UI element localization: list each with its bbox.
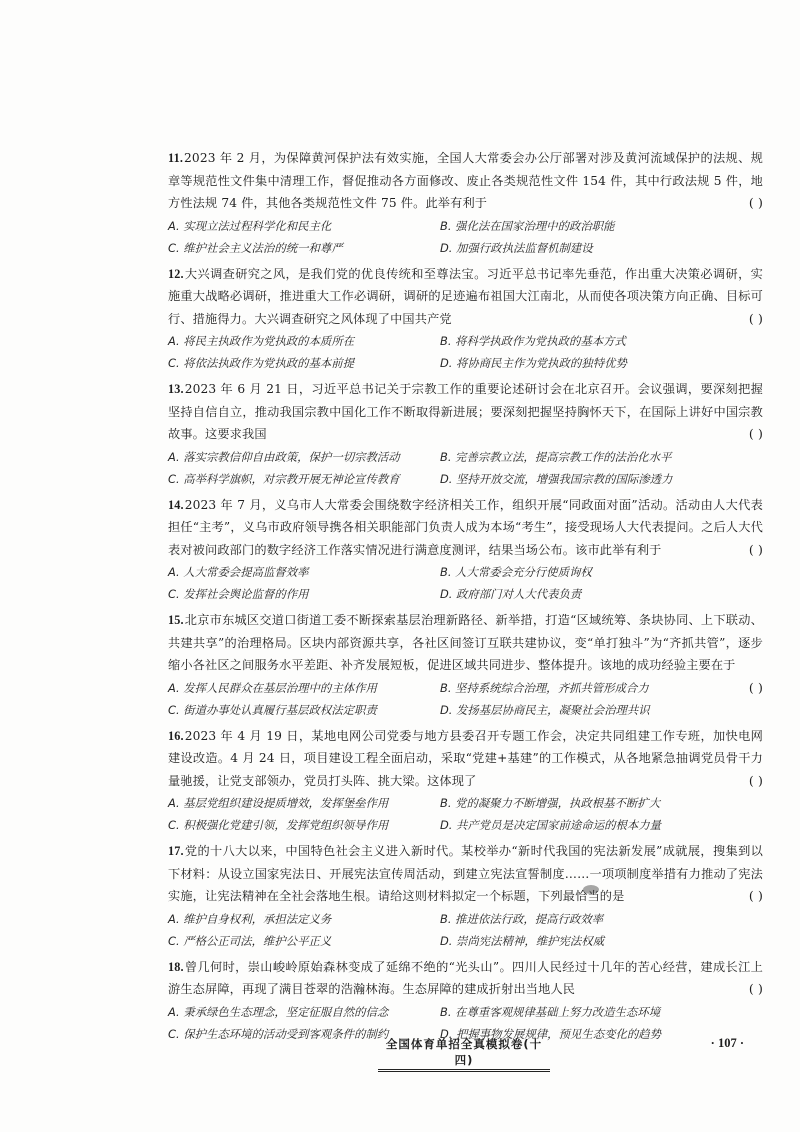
question-stem: [168, 494, 763, 562]
footer-title: 全国体育单招全真模拟卷(十四): [378, 1036, 550, 1072]
option-d: D. 坚持开放交流，增强我国宗教的国际渗透力: [440, 471, 673, 486]
option-b: B. 在尊重客观规律基础上努力改造生态环境: [440, 1004, 661, 1019]
answer-blank: ( ): [748, 772, 763, 788]
option-b: B. 完善宗教立法，提高宗教工作的法治化水平: [440, 449, 672, 464]
question-stem: [168, 956, 763, 1001]
question-11: [168, 147, 763, 259]
question-text: 2023 年 7 月，义乌市人大常委会围绕数字经济相关工作，组织开展“同政面对面”活动。活动由人大代表担任“主考”，义乌市政府领导携各相关职能部门负责人成为本场“考生”，接受现场人大代表提问。之后人大代表对被问政部门的数字经济工作落实情况进行满意度测评，结果当场公布。该市此举有利于: [168, 497, 763, 557]
option-c: C. 将依法执政作为党执政的基本前提: [168, 356, 355, 370]
question-stem: [168, 263, 763, 331]
option-a: A. 维护自身权利，承担法定义务: [168, 911, 332, 926]
question-stem: [168, 840, 763, 908]
answer-blank: ( ): [748, 195, 763, 210]
option-d: D. 把握事物发展规律，预见生态变化的趋势: [440, 1026, 662, 1041]
question-text: 曾几何时，崇山峻岭原始森林变成了延绵不绝的“光头山”。四川人民经过十几年的苦心经营，建成长江上游生态屏障，再现了满目苍翠的浩瀚林海。生态屏障的建成折射出当地人民: [168, 959, 763, 996]
question-number: 11.: [168, 151, 184, 165]
answer-blank: ( ): [748, 541, 763, 557]
option-d: D. 共产党员是决定国家前途命运的根本力量: [440, 818, 662, 832]
question-text: 党的十八大以来，中国特色社会主义进入新时代。某校举办“新时代我国的宪法新发展”成就展，搜集到以下材料：从设立国家宪法日、开展宪法宣传周活动，到建立宪法宣誓制度……一项项制度举措有力推动了宪法实施，让宪法精神在全社会落地生根。请给这则材料拟定一个标题，下列最恰当的是: [168, 844, 763, 903]
option-b: B. 坚持系统综合治理，齐抓共管形成合力: [440, 680, 649, 695]
option-b: B. 党的凝聚力不断增强，执政根基不断扩大: [440, 796, 661, 810]
option-c: C. 高举科学旗帜，对宗教开展无神论宣传教育: [168, 471, 400, 486]
question-text: 2023 年 4 月 19 日，某地电网公司党委与地方县委召开专题工作会，决定共同组建工作专班，加快电网建设改造。4 月 24 日，项目建设工程全面启动，采取“党建+基建”的工作模式，从各地紧急抽调党员骨干力量驰援，让党支部领办，党员打头阵、挑大梁。这体现了: [168, 728, 763, 788]
option-c: C. 积极强化党建引领，发挥党组织领导作用: [168, 818, 389, 832]
option-c: C. 保护生态环境的活动受到客观条件的制约: [168, 1026, 389, 1041]
question-17: [168, 840, 763, 952]
option-b: B. 将科学执政作为党执政的基本方式: [440, 334, 626, 348]
option-d: D. 政府部门对人大代表负责: [440, 587, 582, 601]
question-13: [168, 378, 763, 490]
options-grid: [168, 908, 763, 952]
question-text: 北京市东城区交道口街道工委不断探索基层治理新路径、新举措，打造“区域统筹、条块协同、上下联动、共建共享”的治理格局。区块内部资源共享，各社区间签订互联共建协议，变“单打独斗”为“齐抓共管”，逐步缩小各社区之间服务水平差距、补齐发展短板，促进区域共同进步、整体提升。该地的成功经验主要在于: [168, 613, 763, 672]
options-grid: [168, 215, 763, 259]
options-grid: [168, 446, 763, 490]
question-text: 2023 年 2 月，为保障黄河保护法有效实施，全国人大常委会办公厅部署对涉及黄河流域保护的法规、规章等规范性文件集中清理工作，督促推动各方面修改、废止各类规范性文件 154 件，其中行政法规 5 件，地方性法规 74 件，其他各类规范性文件 75 件。此举有利于: [168, 151, 763, 210]
option-d: D. 加强行政执法监督机制建设: [440, 240, 593, 255]
answer-blank: ( ): [748, 310, 763, 326]
question-text: 2023 年 6 月 21 日，习近平总书记关于宗教工作的重要论述研讨会在北京召开。会议强调，要深刻把握坚持自信自立，推动我国宗教中国化工作不断取得新进展；要深刻把握坚持胸怀天下，在国际上讲好中国宗教故事。这要求我国: [168, 382, 763, 441]
option-a: A. 基层党组织建设提质增效，发挥堡垒作用: [168, 796, 389, 810]
question-stem: [168, 147, 763, 215]
question-number: 16.: [168, 728, 184, 743]
answer-blank: ( ): [748, 981, 763, 996]
question-number: 17.: [168, 844, 184, 858]
option-a: A. 秉承绿色生态理念，坚定征服自然的信念: [168, 1004, 389, 1019]
option-b: B. 强化法在国家治理中的政治职能: [440, 218, 615, 233]
question-18: [168, 956, 763, 1045]
option-a: A. 实现立法过程科学化和民主化: [168, 218, 332, 233]
question-12: [168, 263, 763, 375]
question-text: 大兴调查研究之风，是我们党的优良传统和至尊法宝。习近平总书记率先垂范，作出重大决策必调研，实施重大战略必调研，推进重大工作必调研，调研的足迹遍布祖国大江南北，从而使各项决策方向正确、目标可行、措施得力。大兴调查研究之风体现了中国共产党: [168, 266, 763, 326]
page-number: · 107 ·: [710, 1036, 744, 1050]
option-a: A. 将民主执政作为党执政的本质所在: [168, 334, 355, 348]
option-d: D. 发扬基层协商民主，凝聚社会治理共识: [440, 702, 650, 717]
answer-blank: ( ): [748, 679, 763, 695]
question-number: 15.: [168, 613, 184, 627]
question-16: [168, 725, 763, 837]
option-a: A. 人大常委会提高监督效率: [168, 565, 309, 579]
question-14: [168, 494, 763, 606]
question-number: 13.: [168, 382, 184, 396]
question-15: [168, 609, 763, 721]
option-d: D. 将协商民主作为党执政的独特优势: [440, 356, 627, 370]
options-grid: [168, 677, 717, 721]
options-grid: [168, 561, 763, 605]
option-b: B. 人大常委会充分行使质询权: [440, 565, 592, 579]
option-b: B. 推进依法行政，提高行政效率: [440, 911, 604, 926]
option-d: D. 崇尚宪法精神，维护宪法权威: [440, 933, 605, 948]
question-number: 12.: [168, 266, 184, 281]
option-a: A. 发挥人民群众在基层治理中的主体作用: [168, 680, 377, 695]
question-stem: [168, 725, 763, 793]
option-c: C. 严格公正司法，维护公平正义: [168, 933, 332, 948]
ink-smudge: [583, 885, 599, 894]
page-footer: [168, 1036, 758, 1067]
question-list: [168, 147, 763, 1049]
answer-blank: ( ): [748, 426, 763, 441]
question-number: 14.: [168, 497, 184, 512]
option-c: C. 发挥社会舆论监督的作用: [168, 587, 309, 601]
answer-blank: ( ): [748, 888, 763, 903]
option-c: C. 街道办事处认真履行基层政权法定职责: [168, 702, 377, 717]
option-a: A. 落实宗教信仰自由政策，保护一切宗教活动: [168, 449, 400, 464]
question-number: 18.: [168, 959, 184, 974]
question-stem: [168, 378, 763, 446]
option-c: C. 维护社会主义法治的统一和尊严: [168, 240, 343, 255]
options-grid: [168, 330, 763, 374]
options-grid: [168, 792, 763, 836]
